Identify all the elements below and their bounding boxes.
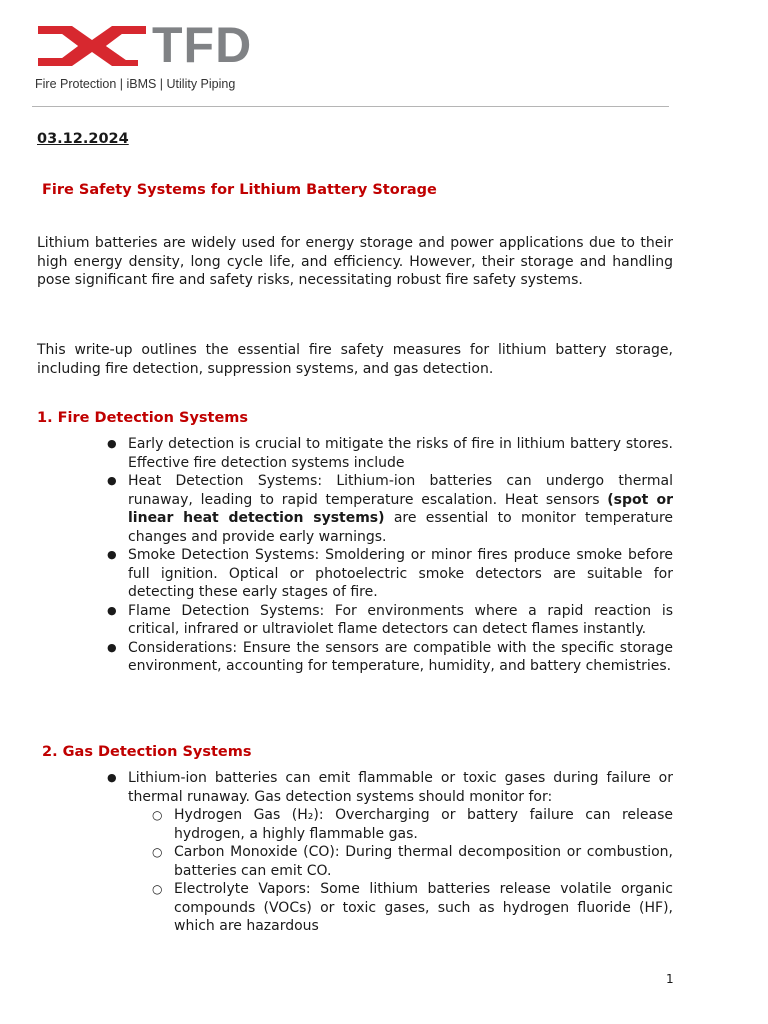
- logo-text: TFD: [152, 17, 253, 73]
- sub-list-item: ○ Carbon Monoxide (CO): During thermal decomposition or combustion, batteries can emit CO.: [174, 843, 673, 880]
- list-item: [128, 472, 673, 546]
- list-item: ● Smoke Detection Systems: Smoldering or minor fires produce smoke before full ignition. Optical or photoelectric smoke detectors are suitable for detecting these early stages of fire.: [128, 546, 673, 602]
- gas-detection-list: [128, 769, 673, 936]
- company-logo: [32, 18, 274, 92]
- intro-paragraph-1: Lithium batteries are widely used for energy storage and power applications due to their high energy density, long cycle life, and efficiency. However, their storage and handling pose significant fire and safety risks, necessitating robust fire safety systems.: [37, 235, 673, 288]
- item-text: Heat Detection Systems: Lithium-ion batteries can undergo thermal runaway, leading to rapid temperature escalation. Heat sensors: [128, 473, 673, 508]
- company-tagline: Fire Protection | iBMS | Utility Piping: [35, 77, 236, 91]
- infinity-logo-icon: [32, 20, 152, 68]
- sub-list-item: ○ Hydrogen Gas (H₂): Overcharging or battery failure can release hydrogen, a highly flammable gas.: [174, 806, 673, 843]
- gas-sub-list: [128, 806, 673, 936]
- intro-paragraph-2: This write-up outlines the essential fire safety measures for lithium battery storage, including fire detection, suppression systems, and gas detection.: [37, 342, 673, 377]
- sub-list-item: ○ Electrolyte Vapors: Some lithium batteries release volatile organic compounds (VOCs) or toxic gases, such as hydrogen fluoride (HF), which are hazardous: [174, 880, 673, 936]
- section-1-heading: 1. Fire Detection Systems: [37, 410, 249, 426]
- list-item: ● Considerations: Ensure the sensors are compatible with the specific storage environment, accounting for temperature, humidity, and battery chemistries.: [128, 639, 673, 676]
- document-date: 03.12.2024: [37, 131, 129, 147]
- list-item: [128, 769, 673, 936]
- page-number: 1: [666, 972, 674, 986]
- section-2-heading: 2. Gas Detection Systems: [42, 744, 252, 760]
- header-divider: [32, 106, 669, 107]
- item-text: are essential to monitor temperature changes and provide early warnings.: [128, 510, 674, 545]
- list-item: ● Early detection is crucial to mitigate the risks of fire in lithium battery stores. Effective fire detection systems include: [128, 435, 673, 472]
- item-text: Lithium-ion batteries can emit flammable or toxic gases during failure or thermal runaway. Gas detection systems should monitor for:: [128, 770, 673, 805]
- item-bold-text: (spot or linear heat detection systems): [128, 491, 673, 526]
- list-item: ● Flame Detection Systems: For environments where a rapid reaction is critical, infrared or ultraviolet flame detectors can detect flames instantly.: [128, 602, 673, 639]
- document-title: Fire Safety Systems for Lithium Battery Storage: [42, 182, 437, 198]
- fire-detection-list: [128, 435, 673, 676]
